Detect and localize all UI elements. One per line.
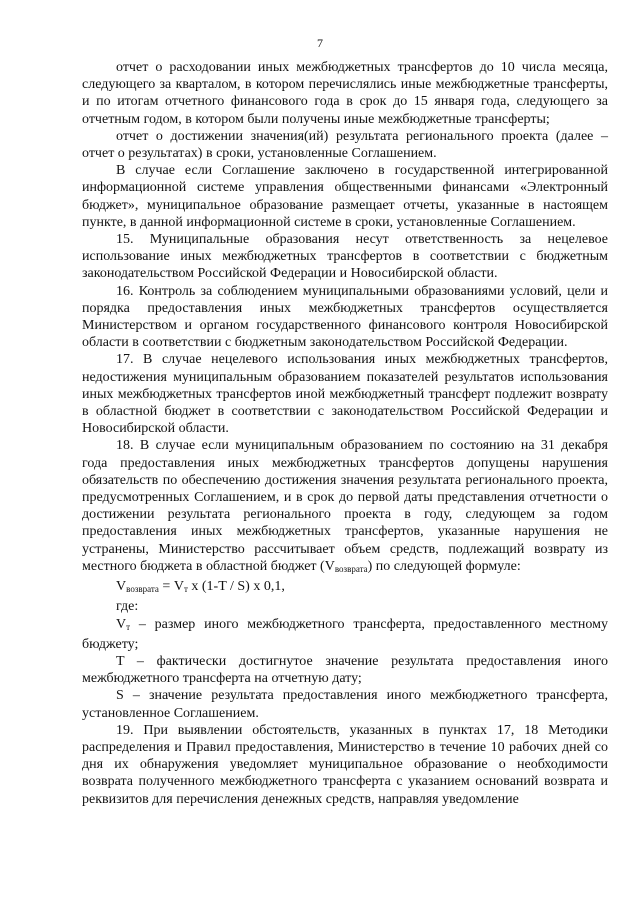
paragraph-report-expenditure: отчет о расходовании иных межбюджетных трансфертов до 10 числа месяца, следующего за кварталом, в котором перечислялись иные межбюджетные трансферты, и по итогам отчетного финансового года в срок до 15 января года, следующего за отчетным годом, в котором были получены иные межбюджетные трансферты; — [82, 60, 608, 127]
formula-equals: = V — [158, 579, 184, 595]
formula-v-subscript: возврата — [126, 584, 159, 595]
paragraph-16: 16. Контроль за соблюдением муниципальными образованиями условий, цели и порядка предоставления иных межбюджетных трансфертов осуществляется Министерством и органом государственного финансового контроля Новосибирской области в соответствии с бюджетным законодательством Российской Федерации. — [82, 283, 608, 351]
formula-v: V — [116, 579, 127, 595]
page-number: 7 — [317, 36, 323, 50]
document-body — [82, 59, 608, 808]
where-label: где: — [116, 599, 139, 615]
paragraph-report-results: отчет о достижении значения(ий) результата регионального проекта (далее – отчет о результатах) в сроки, установленные Соглашением. — [82, 128, 608, 162]
definition-vt-symbol: V — [116, 616, 127, 632]
definition-s: S – значение результата предоставления иного межбюджетного трансферта, установленное Соглашением. — [82, 688, 608, 721]
definition-t: T – фактически достигнутое значение результата предоставления иного межбюджетного трансферта на отчетную дату; — [82, 653, 608, 687]
paragraph-18-tail: ) по следующей формуле: — [367, 558, 521, 574]
formula-rest: x (1-T / S) x 0,1, — [187, 579, 285, 595]
paragraph-18 — [82, 437, 608, 578]
paragraph-17: 17. В случае нецелевого использования иных межбюджетных трансфертов, недостижения муниципальным образованием показателей результатов использования иных межбюджетных трансфертов иной межбюджетный трансферт подлежит возврату в областной бюджет в соответствии с законодательством Российской Федерации и Новосибирской области. — [82, 352, 608, 437]
definition-vt-subscript: т — [126, 621, 131, 632]
paragraph-electronic-budget: В случае если Соглашение заключено в государственной интегрированной информационной системе управления общественными финансами «Электронный бюджет», муниципальное образование размещает отчеты, указанные в настоящем пункте, в данной информационной системе в сроки, установленные Соглашением. — [82, 163, 608, 230]
return-formula — [82, 578, 608, 598]
paragraph-19: 19. При выявлении обстоятельств, указанных в пунктах 17, 18 Методики распределения и Правил предоставления, Министерство в течение 10 рабочих дней со дня их обнаружения уведомляет муниципальное образование о необходимости возврата полученного межбюджетного трансферта с указанием оснований возврата и реквизитов для перечисления денежных средств, направляя уведомление — [82, 722, 608, 807]
formula-vt-subscript: т — [183, 584, 188, 595]
v-return-subscript: возврата — [334, 563, 368, 574]
definition-vt — [82, 616, 608, 653]
definition-vt-text: – размер иного межбюджетного трансферта, предоставленного местному бюджету; — [82, 616, 608, 652]
paragraph-18-text: 18. В случае если муниципальным образованием по состоянию на 31 декабря года предоставления иных межбюджетных трансфертов допущены нарушения обязательств по обеспечению достижения значения результата регионального проекта, предусмотренных Соглашением, и в срок до первой даты представления отчетности о достижении результата регионального проекта в году, следующем за годом предоставления иных межбюджетных трансфертов, указанные нарушения не устранены, Министерство рассчитывает объем средств, подлежащий возврату из местного бюджета в областной бюджет (V — [82, 438, 608, 574]
paragraph-15: 15. Муниципальные образования несут ответственность за нецелевое использование иных межбюджетных трансфертов в соответствии с бюджетным законодательством Российской Федерации и Новосибирской области. — [82, 232, 608, 282]
